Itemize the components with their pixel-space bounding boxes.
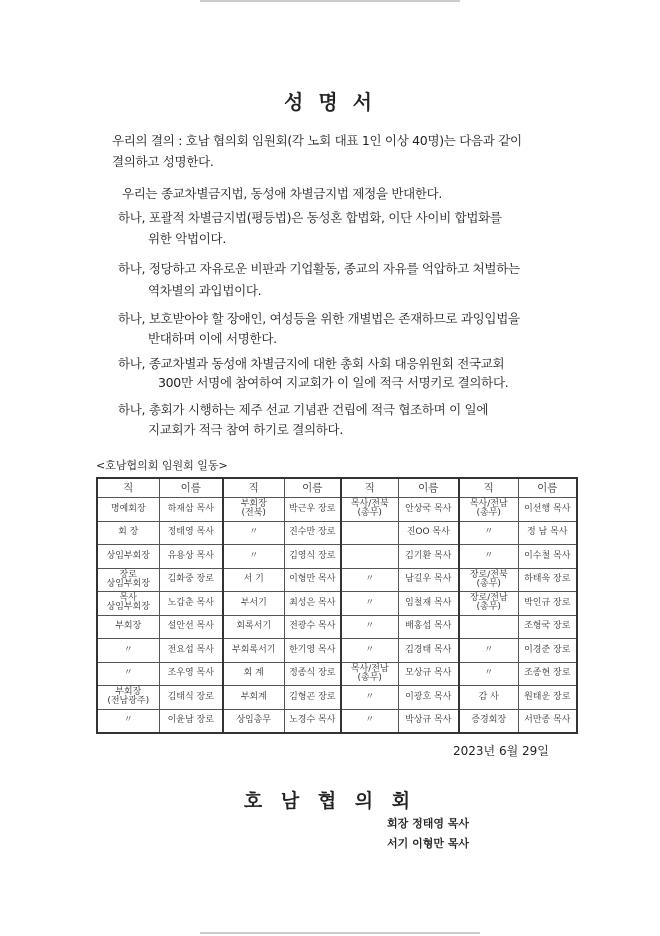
resolution-1-line-1: 하나, 포괄적 차별금지법(평등법)은 동성혼 합법화, 이단 사이비 합법화를 — [118, 210, 502, 225]
position-cell: 장로/전북 (총무) — [459, 568, 518, 592]
signature-secretary: 서기 이형만 목사 — [387, 837, 470, 850]
name-cell: 이경준 장로 — [518, 639, 577, 663]
name-cell: 이형만 목사 — [284, 568, 341, 592]
name-cell: 배홍섭 목사 — [398, 615, 459, 639]
table-row — [97, 592, 577, 616]
position-cell: 회 장 — [97, 521, 159, 545]
position-cell: 서 기 — [223, 568, 284, 592]
name-cell: 박상규 목사 — [398, 709, 459, 733]
name-cell: 이수철 목사 — [518, 545, 577, 569]
resolution-2-line-1: 하나, 정당하고 자유로운 비판과 기업활동, 종교의 자유를 억압하고 처벌하는 — [118, 261, 520, 276]
position-cell: 〃 — [459, 639, 518, 663]
name-cell: 설안선 목사 — [159, 615, 223, 639]
table-row — [97, 709, 577, 733]
position-cell: 부회장 (전북) — [223, 498, 284, 522]
position-cell: 목사 상임부회장 — [97, 592, 159, 616]
name-cell: 김형곤 장로 — [284, 686, 341, 710]
name-cell: 최성은 목사 — [284, 592, 341, 616]
resolution-2-line-2: 역차별의 과입법이다. — [148, 283, 262, 298]
table-row — [97, 545, 577, 569]
position-cell: 〃 — [341, 592, 398, 616]
resolution-4-line-2: 300만 서명에 참여하여 지교회가 이 일에 적극 서명키로 결의하다. — [158, 375, 509, 390]
name-cell: 이름 — [284, 478, 341, 498]
position-cell: 목사/전북 (총무) — [341, 498, 398, 522]
name-cell: 박근우 장로 — [284, 498, 341, 522]
organization-name: 호 남 협 의 회 — [243, 790, 417, 812]
name-cell: 임철재 목사 — [398, 592, 459, 616]
position-cell: 상임총무 — [223, 709, 284, 733]
position-cell — [341, 521, 398, 545]
name-cell: 서만종 목사 — [518, 709, 577, 733]
position-cell: 회 계 — [223, 662, 284, 686]
name-cell: 하태욱 장로 — [518, 568, 577, 592]
name-cell: 조종현 장로 — [518, 662, 577, 686]
name-cell: 이선행 목사 — [518, 498, 577, 522]
table-row — [97, 498, 577, 522]
table-row — [97, 615, 577, 639]
position-cell: 부회장 — [97, 615, 159, 639]
scan-artifact-top — [200, 0, 460, 2]
table-row — [97, 639, 577, 663]
position-cell — [341, 545, 398, 569]
position-cell: 직 — [223, 478, 284, 498]
statement: 우리는 종교차별금지법, 동성애 차별금지법 제정을 반대한다. — [122, 186, 443, 201]
position-cell: 직 — [341, 478, 398, 498]
position-cell: 회록서기 — [223, 615, 284, 639]
position-cell: 〃 — [341, 639, 398, 663]
name-cell: 모상규 목사 — [398, 662, 459, 686]
position-cell: 감 사 — [459, 686, 518, 710]
position-cell: 〃 — [459, 545, 518, 569]
position-cell: 목사/전남 (총무) — [459, 498, 518, 522]
position-cell: 증경회장 — [459, 709, 518, 733]
position-cell: 부서기 — [223, 592, 284, 616]
position-cell: 〃 — [341, 568, 398, 592]
position-cell: 직 — [97, 478, 159, 498]
table-row — [97, 521, 577, 545]
position-cell: 장로/전남 (총무) — [459, 592, 518, 616]
name-cell: 노경수 목사 — [284, 709, 341, 733]
name-cell: 조형국 장로 — [518, 615, 577, 639]
name-cell: 조우영 목사 — [159, 662, 223, 686]
name-cell: 안상국 목사 — [398, 498, 459, 522]
position-cell: 〃 — [459, 521, 518, 545]
position-cell: 〃 — [341, 709, 398, 733]
table-header-row — [97, 478, 577, 498]
name-cell: 유용상 목사 — [159, 545, 223, 569]
position-cell: 〃 — [341, 615, 398, 639]
name-cell: 김영식 장로 — [284, 545, 341, 569]
name-cell: 전광수 목사 — [284, 615, 341, 639]
name-cell: 이름 — [518, 478, 577, 498]
intro-line-2: 결의하고 성명한다. — [112, 154, 214, 169]
name-cell: 김기환 목사 — [398, 545, 459, 569]
scan-artifact-bottom — [200, 932, 480, 934]
signature-president: 회장 정태영 목사 — [387, 817, 470, 830]
intro-line-1: 우리의 결의 : 호남 협의회 임원회(각 노회 대표 1인 이상 40명)는 다음과 같이 — [112, 133, 522, 148]
position-cell: 부회계 — [223, 686, 284, 710]
position-cell: 직 — [459, 478, 518, 498]
resolution-3-line-1: 하나, 보호받아야 할 장애인, 여성등을 위한 개별법은 존재하므로 과잉입법을 — [118, 311, 520, 326]
name-cell: 이름 — [398, 478, 459, 498]
position-cell: 〃 — [459, 662, 518, 686]
position-cell: 〃 — [97, 709, 159, 733]
name-cell: 김태식 장로 — [159, 686, 223, 710]
position-cell: 〃 — [223, 521, 284, 545]
name-cell: 정 남 목사 — [518, 521, 577, 545]
position-cell: 장로 상임부회장 — [97, 568, 159, 592]
resolution-4-line-1: 하나, 종교차별과 동성애 차별금지에 대한 총회 사회 대응위원회 전국교회 — [118, 356, 505, 371]
name-cell: 노갑춘 목사 — [159, 592, 223, 616]
name-cell: 김경태 목사 — [398, 639, 459, 663]
resolution-5-line-1: 하나, 총회가 시행하는 제주 선교 기념관 건립에 적극 협조하며 이 일에 — [118, 402, 489, 417]
name-cell: 정태영 목사 — [159, 521, 223, 545]
resolution-3-line-2: 반대하며 이에 서명한다. — [148, 331, 277, 346]
name-cell: 남길우 목사 — [398, 568, 459, 592]
position-cell: 상임부회장 — [97, 545, 159, 569]
document-title: 성 명 서 — [284, 90, 376, 114]
name-cell: 이광호 목사 — [398, 686, 459, 710]
position-cell: 〃 — [223, 545, 284, 569]
table-caption: <호남협의회 임원회 일동> — [96, 459, 228, 472]
resolution-5-line-2: 지교회가 적극 참여 하기로 결의하다. — [148, 422, 343, 437]
name-cell: 이윤남 장로 — [159, 709, 223, 733]
position-cell: 목사/전남 (총무) — [341, 662, 398, 686]
table-row — [97, 568, 577, 592]
name-cell: 정종식 장로 — [284, 662, 341, 686]
name-cell: 원태운 장로 — [518, 686, 577, 710]
table-row — [97, 686, 577, 710]
position-cell: 〃 — [341, 686, 398, 710]
officers-table — [96, 477, 578, 734]
name-cell: 한기영 목사 — [284, 639, 341, 663]
position-cell: 〃 — [97, 662, 159, 686]
name-cell: 전요섭 목사 — [159, 639, 223, 663]
name-cell: 이름 — [159, 478, 223, 498]
name-cell: 박인규 장로 — [518, 592, 577, 616]
name-cell: 김화중 장로 — [159, 568, 223, 592]
position-cell — [459, 615, 518, 639]
position-cell: 부회장 (전남광주) — [97, 686, 159, 710]
name-cell: 진OO 목사 — [398, 521, 459, 545]
name-cell: 하재삼 목사 — [159, 498, 223, 522]
resolution-1-line-2: 위한 악법이다. — [148, 231, 226, 246]
position-cell: 명예회장 — [97, 498, 159, 522]
document-date: 2023년 6월 29일 — [453, 744, 549, 758]
position-cell: 〃 — [97, 639, 159, 663]
position-cell: 부회록서기 — [223, 639, 284, 663]
table-row — [97, 662, 577, 686]
name-cell: 진수만 장로 — [284, 521, 341, 545]
